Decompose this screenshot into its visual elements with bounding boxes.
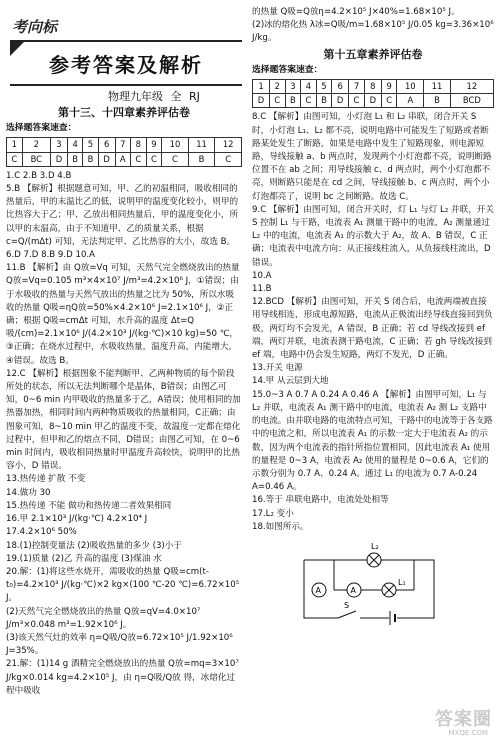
lamp-l1-label: L₁ — [398, 577, 406, 587]
answer-number-cell: 12 — [450, 80, 493, 94]
switch-icon — [338, 611, 360, 622]
answer-value-cell: C — [7, 152, 23, 166]
answer-paragraph: 1.C 2.B 3.D 4.B — [6, 170, 72, 181]
answer-paragraph: 10.A — [252, 270, 272, 281]
answer-number-cell: 4 — [67, 138, 82, 152]
answer-paragraph: 16.等于 串联电路中，电流处处相等 — [252, 495, 389, 506]
answer-number-cell: 9 — [381, 80, 397, 94]
answer-number-cell: 9 — [146, 138, 162, 152]
right-section-title: 第十五章素养评估卷 — [323, 47, 423, 61]
answer-paragraph: 19.(1)质量 (2)乙 升高的温度 (3)煤油 水 — [6, 553, 162, 564]
answer-value-row — [7, 152, 242, 166]
answer-number-cell: 11 — [424, 80, 451, 94]
answer-number-cell: 8 — [364, 80, 381, 94]
answer-value-cell: BC — [22, 152, 50, 166]
answer-paragraph: (2)天然气完全燃烧放出的热量 Q放=qV=4.0×10⁷ J/m³×0.048 m³=1.92×10⁶ J。 — [6, 606, 201, 630]
answer-paragraph: 14.甲 从云层到大地 — [252, 376, 329, 387]
answer-number-cell: 10 — [162, 138, 189, 152]
right-answer-body — [252, 111, 494, 534]
answer-number-cell: 1 — [253, 80, 270, 94]
answer-paragraph: 17.4.2×10⁶ 50% — [6, 527, 77, 538]
logo: 考向标 — [12, 18, 58, 36]
answer-value-cell: B — [316, 94, 331, 108]
answer-number-cell: 5 — [83, 138, 98, 152]
answer-paragraph: 6.D 7.D 8.B 9.D 10.A — [6, 250, 96, 261]
answer-paragraph: 5.B 【解析】根据题意可知，甲、乙的初温相同，吸收相同的热量后，甲的末温比乙的低，说明甲的温度变化较小，则甲的比热容大于乙；甲、乙放出相同热量后，甲的温度变化小，所以甲的末温高，由于不知道甲、乙的质量关系，根据 c=Q/(mΔt) 可知，无法判定甲、乙比热容的大小，故选 B。 — [6, 184, 239, 247]
left-answer-table — [6, 137, 242, 166]
answer-paragraph: 11.B — [252, 284, 272, 295]
ammeter-a2-label: A — [350, 585, 356, 595]
answer-value-cell: C — [130, 152, 146, 166]
answer-paragraph: 9.C 【解析】由图可知，闭合开关时，灯 L₁ 与灯 L₂ 并联，开关 S 控制 L₁ 与干路，电流表 A₁ 测量干路中的电流，A₂ 测量通过 L₂ 中的电流，电流表 A₁ 的示数大于 A₂，故 A、B 错误，C 正确；电流表中电流方向：从正接线柱流入，从负接线柱流出，D 错误。 — [252, 204, 494, 268]
lamp-l2-icon — [367, 553, 381, 567]
answer-value-cell: C — [162, 152, 189, 166]
answer-value-cell: C — [349, 94, 365, 108]
answer-paragraph: 11.B 【解析】由 Q放=Vq 可知，天然气完全燃烧放出的热量 Q放=Vq=0.105 m³×4×10⁷ J/m³=4.2×10⁶ J，①错误；由于水吸收的热量与天然气放出的热量之比为 50%，所以水吸收的热量 Q吸=ηQ放=50%×4.2×10⁶ J=2.1×10⁶ J，②正确；根据 Q吸=cmΔt 可知，水升高的温度 Δt=Q吸/(cm)=2.1×10⁶ J/(4.2×10³ J/(kg·℃)×10 kg)=50 ℃，③正确；在烧水过程中，水吸收热量，温度升高，内能增大，④错误。故选 B。 — [6, 263, 240, 366]
answer-paragraph: 14.做功 30 — [6, 487, 51, 498]
answer-value-cell: BCD — [450, 94, 493, 108]
answer-paragraph: 16.甲 2.1×10³ J/(kg·℃) 4.2×10⁴ J — [6, 514, 148, 525]
answer-value-cell: D — [364, 94, 381, 108]
title-banner — [10, 40, 242, 86]
answer-value-row — [253, 94, 494, 108]
answer-value-cell: C — [215, 152, 242, 166]
left-column — [6, 104, 242, 698]
answer-number-cell: 12 — [215, 138, 242, 152]
answer-value-cell: C — [301, 94, 317, 108]
answer-number-row — [253, 80, 494, 94]
answer-paragraph: 18.如图所示。 — [252, 521, 309, 532]
subject-line: 物理九年级 全 RJ — [108, 90, 200, 103]
answer-paragraph: 21.解：(1)14 g 酒精完全燃烧放出的热量 Q放=mq=3×10⁷ J/kg×0.014 kg=4.2×10⁵ J，由 η=Q吸/Q放 得，冰熔化过程中吸收 — [6, 659, 239, 696]
right-column — [252, 6, 494, 631]
answer-paragraph: 15.0~3 A 0.7 A 0.24 A 0.46 A 【解析】由图甲可知，L₁ 与 L₂ 并联，电流表 A₁ 测干路中的电流，电流表 A₂ 测 L₂ 支路中的电流。由并联电路的电流特点可知，干路中的电流等于各支路中的电流之和，所以电流表 A₁ 的示数一定大于电流表 A₂ 的示数，因为两个电流表的指针所指位置相同，因此电流表 A₁ 使用的量程是 0~3 A，电流表 A₂ 使用的量程是 0~0.6 A，它们的示数分别为 0.7 A、0.24 A。通过 L₁ 的电流为 0.7 A-0.24 A=0.46 A。 — [252, 389, 493, 493]
answer-value-cell: B — [83, 152, 98, 166]
answer-number-cell: 5 — [316, 80, 331, 94]
answer-paragraph: 12.BCD 【解析】由图可知，开关 S 闭合后，电流两端被直接用导线相连，形成电源短路，电流从正极流出经导线直接回到负极，两灯均不会发光，A 错误，B 正确；若 cd 导线改接到 ef 端，两灯并联，电流表测干路电流，C 正确；若 gh 导线改接到 ef 端，电路中仍会发生短路，两灯不发光，D 正确。 — [252, 297, 493, 361]
right-quick-check-label: 选择题答案速查： — [252, 64, 323, 75]
answer-paragraph: 12.C 【解析】根据图象不能判断甲、乙两种物质的每个阶段所处的状态，所以无法判断哪个是晶体，B错误；由图乙可知，0~6 min 内甲吸收的热量多于乙，A错误；使用相同的加热器加热，相同时间内两种物质吸收的热量相同，C正确；由图象可知，8~10 min 甲乙的温度不变，故温度一定都在熔化过程中，但甲和乙的熔点不同，D错误；由图乙可知，在 0~6 min 时间内，吸收相同热量时甲温度升高较快，说明甲的比热容小，D 错误。 — [6, 368, 241, 472]
left-quick-check-label: 选择题答案速查： — [6, 123, 77, 134]
circuit-diagram — [294, 538, 444, 626]
answer-number-cell: 3 — [50, 138, 67, 152]
answer-value-cell: B — [67, 152, 82, 166]
answer-number-cell: 11 — [188, 138, 215, 152]
left-answer-body — [6, 170, 242, 698]
answer-paragraph: 的热量 Q吸=Q放η=4.2×10⁵ J×40%=1.68×10⁵ J。 — [252, 7, 460, 17]
answer-value-cell: B — [285, 94, 300, 108]
answer-number-cell: 10 — [397, 80, 424, 94]
answer-number-cell: 2 — [270, 80, 286, 94]
answer-paragraph: 13.热传递 扩散 不变 — [6, 474, 86, 485]
answer-value-cell: B — [424, 94, 451, 108]
answer-number-cell: 1 — [7, 138, 23, 152]
answer-paragraph: 20.解：(1)将这些水烧开，需吸收的热量 Q吸=cm(t-t₀)=4.2×10³ J/(kg·℃)×2 kg×(100 ℃-20 ℃)=6.72×10⁵ J。 — [6, 566, 240, 604]
right-continuation — [252, 6, 494, 46]
watermark-url: MXQE.COM — [448, 729, 488, 737]
answer-value-cell: B — [188, 152, 215, 166]
answer-number-cell: 7 — [349, 80, 365, 94]
answer-value-cell: D — [332, 94, 349, 108]
answer-paragraph: 18.(1)控制变量法 (2)吸收热量的多少 (3)小于 — [6, 540, 182, 551]
answer-value-cell: A — [115, 152, 130, 166]
battery-icon — [389, 611, 397, 625]
banner-corner-decoration — [10, 42, 24, 56]
switch-label: S — [344, 600, 350, 610]
answer-paragraph: 17.L₂ 变小 — [252, 508, 294, 519]
answer-number-cell: 7 — [115, 138, 130, 152]
answer-value-cell: C — [270, 94, 286, 108]
answer-value-cell: D — [253, 94, 270, 108]
answer-value-cell: D — [98, 152, 115, 166]
answer-number-cell: 2 — [22, 138, 50, 152]
answer-value-cell: C — [146, 152, 162, 166]
lamp-l1-icon — [382, 583, 396, 597]
answer-paragraph: (2)冰的熔化热 λ冰=Q吸/m=1.68×10⁵ J/0.05 kg=3.36×10⁶ J/kg。 — [252, 20, 494, 44]
right-answer-table — [252, 79, 494, 108]
answer-paragraph: 15.热传递 不能 做功和热传递二者效果相同 — [6, 500, 172, 511]
answer-value-cell: C — [381, 94, 397, 108]
answer-number-row — [7, 138, 242, 152]
ammeter-a1-label: A — [315, 585, 321, 595]
answer-number-cell: 3 — [285, 80, 300, 94]
answer-number-cell: 8 — [130, 138, 146, 152]
answer-paragraph: 8.C 【解析】由图可知，小灯泡 L₁ 和 L₂ 串联，闭合开关 S 时，小灯泡 L₁、L₂ 都不亮，说明电路中可能发生了短路或者断路某处发生了断路，如果是电路中发生了短路现象，则电源短路，导线接触 a、b 两点时，发现两个小灯泡都不亮，说明断路位置不在 ab 之间；用导线接触 c、d 两点时，两个小灯泡都不亮，则断路只能是在 cd 之间，导线接触 b、c 两点时，两个小灯泡都亮了，说明 bc 之间断路。故选 C。 — [252, 112, 492, 202]
page-title: 参考答案及解析 — [49, 52, 203, 77]
answer-number-cell: 4 — [301, 80, 317, 94]
answer-number-cell: 6 — [332, 80, 349, 94]
answer-value-cell: D — [50, 152, 67, 166]
left-section-title: 第十三、十四章素养评估卷 — [58, 106, 190, 119]
answer-paragraph: 13.开关 电源 — [252, 363, 303, 374]
answer-paragraph: (3)该天然气灶的效率 η=Q吸/Q放=6.72×10⁵ J/1.92×10⁶ J=35%。 — [6, 632, 233, 657]
answer-number-cell: 6 — [98, 138, 115, 152]
lamp-l2-label: L₂ — [371, 541, 379, 551]
watermark: 答案圈 — [435, 709, 492, 730]
answer-value-cell: A — [397, 94, 424, 108]
